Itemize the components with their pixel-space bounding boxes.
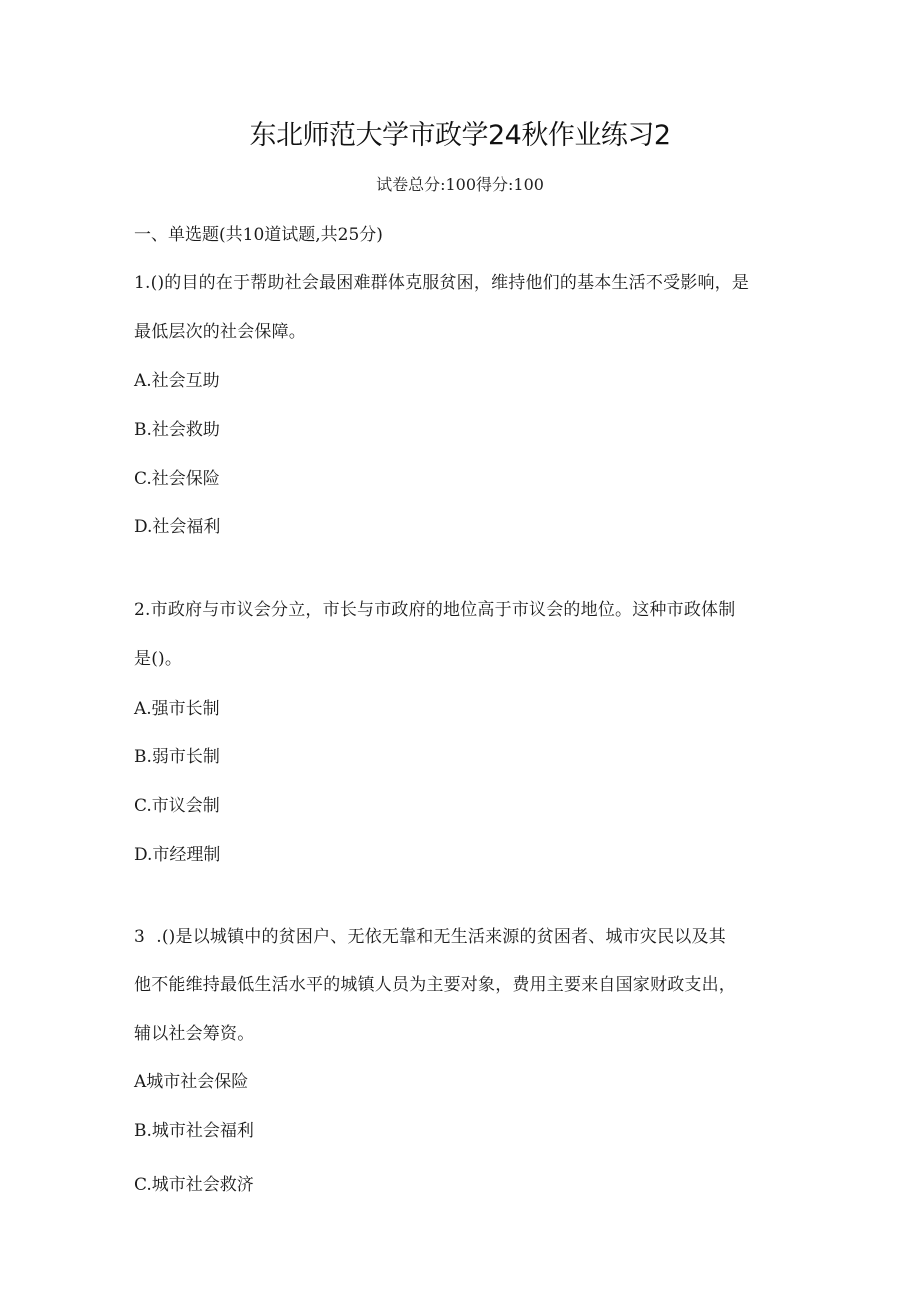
question-2-line-1: 2.市政府与市议会分立，市长与市政府的地位高于市议会的地位。这种市政体制	[134, 600, 736, 620]
document-title: 东北师范大学市政学24秋作业练习2	[249, 120, 671, 151]
question-1-option-b: B.社会救助	[134, 420, 220, 440]
question-2-line-2: 是()。	[134, 649, 183, 669]
question-2-option-c: C.市议会制	[134, 796, 220, 816]
score-line: 试卷总分:100得分:100	[376, 175, 544, 194]
question-1-option-a: A.社会互助	[134, 371, 220, 391]
question-3-option-a: A城市社会保险	[134, 1072, 249, 1092]
question-3-option-c: C.城市社会救济	[134, 1175, 254, 1195]
question-2-option-a: A.强市长制	[134, 699, 220, 719]
question-3-line-3: 辅以社会筹资。	[134, 1024, 255, 1044]
question-3-line-2: 他不能维持最低生活水平的城镇人员为主要对象，费用主要来自国家财政支出，	[134, 975, 736, 995]
question-3-option-b: B.城市社会福利	[134, 1121, 254, 1141]
question-2-option-d: D.市经理制	[134, 845, 221, 865]
question-1-line-2: 最低层次的社会保障。	[134, 322, 306, 342]
question-3-line-1: 3 .()是以城镇中的贫困户、无依无靠和无生活来源的贫困者、城市灾民以及其	[134, 927, 726, 947]
question-2-option-b: B.弱市长制	[134, 747, 220, 767]
question-1-option-d: D.社会福利	[134, 517, 221, 537]
question-1-option-c: C.社会保险	[134, 469, 220, 489]
question-1-line-1: 1.()的目的在于帮助社会最困难群体克服贫困，维持他们的基本生活不受影响，是	[134, 273, 750, 293]
section-heading: 一、单选题(共10道试题,共25分)	[134, 225, 383, 245]
